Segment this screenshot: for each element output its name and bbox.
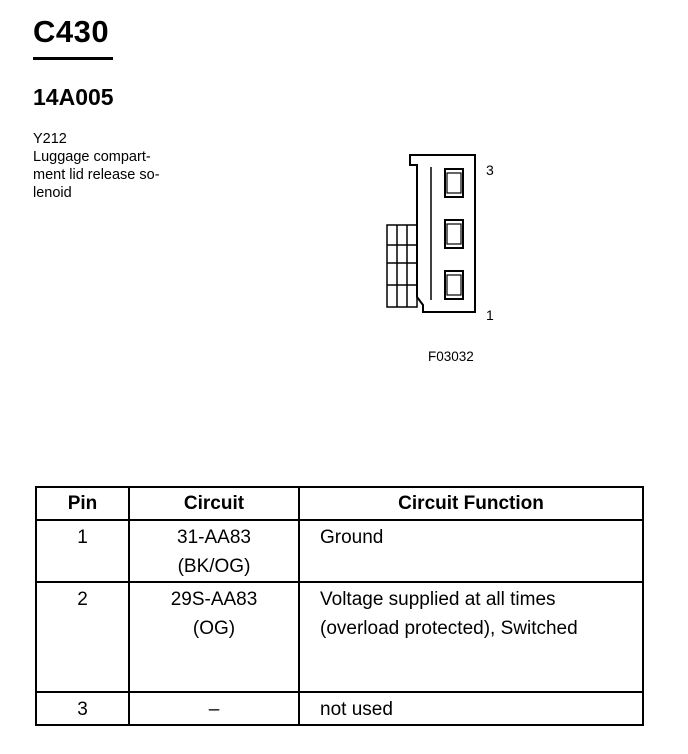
- description-line: Luggage compart-: [33, 149, 151, 165]
- pin-number: 3: [77, 699, 88, 720]
- pin-label-top: 3: [486, 162, 494, 178]
- connector-title: C430: [33, 14, 110, 49]
- part-number: 14A005: [33, 84, 114, 110]
- table-header-row: [36, 487, 643, 520]
- circuit-function: (overload protected), Switched: [320, 618, 578, 639]
- circuit-function: Ground: [320, 527, 384, 548]
- table-row: [36, 520, 643, 582]
- locking-ribs: [387, 225, 417, 307]
- description-line: lenoid: [33, 185, 72, 201]
- figure-code: F03032: [428, 349, 474, 364]
- circuit-code: 31-AA83: [177, 527, 251, 548]
- table-row: [36, 582, 643, 692]
- component-code: Y212: [33, 131, 67, 147]
- header-circuit: Circuit: [129, 487, 299, 520]
- pin-number: 2: [77, 589, 88, 610]
- wire-color: (OG): [192, 618, 236, 639]
- pin-label-bottom: 1: [486, 307, 494, 323]
- circuit-code: 29S-AA83: [170, 589, 258, 610]
- title-underline: [33, 57, 113, 60]
- description-line: ment lid release so-: [33, 167, 160, 183]
- connector-housing: [410, 155, 475, 312]
- circuit-function: Voltage supplied at all times: [320, 589, 556, 610]
- pin-table: [35, 486, 644, 726]
- component-description: [33, 130, 203, 202]
- header-function: Circuit Function: [299, 487, 643, 520]
- circuit-code: –: [208, 699, 220, 720]
- pin-number: 1: [77, 527, 88, 548]
- wire-color: (BK/OG): [177, 556, 251, 577]
- header-pin: Pin: [36, 487, 129, 520]
- table-row: [36, 692, 643, 725]
- circuit-function: not used: [320, 699, 393, 720]
